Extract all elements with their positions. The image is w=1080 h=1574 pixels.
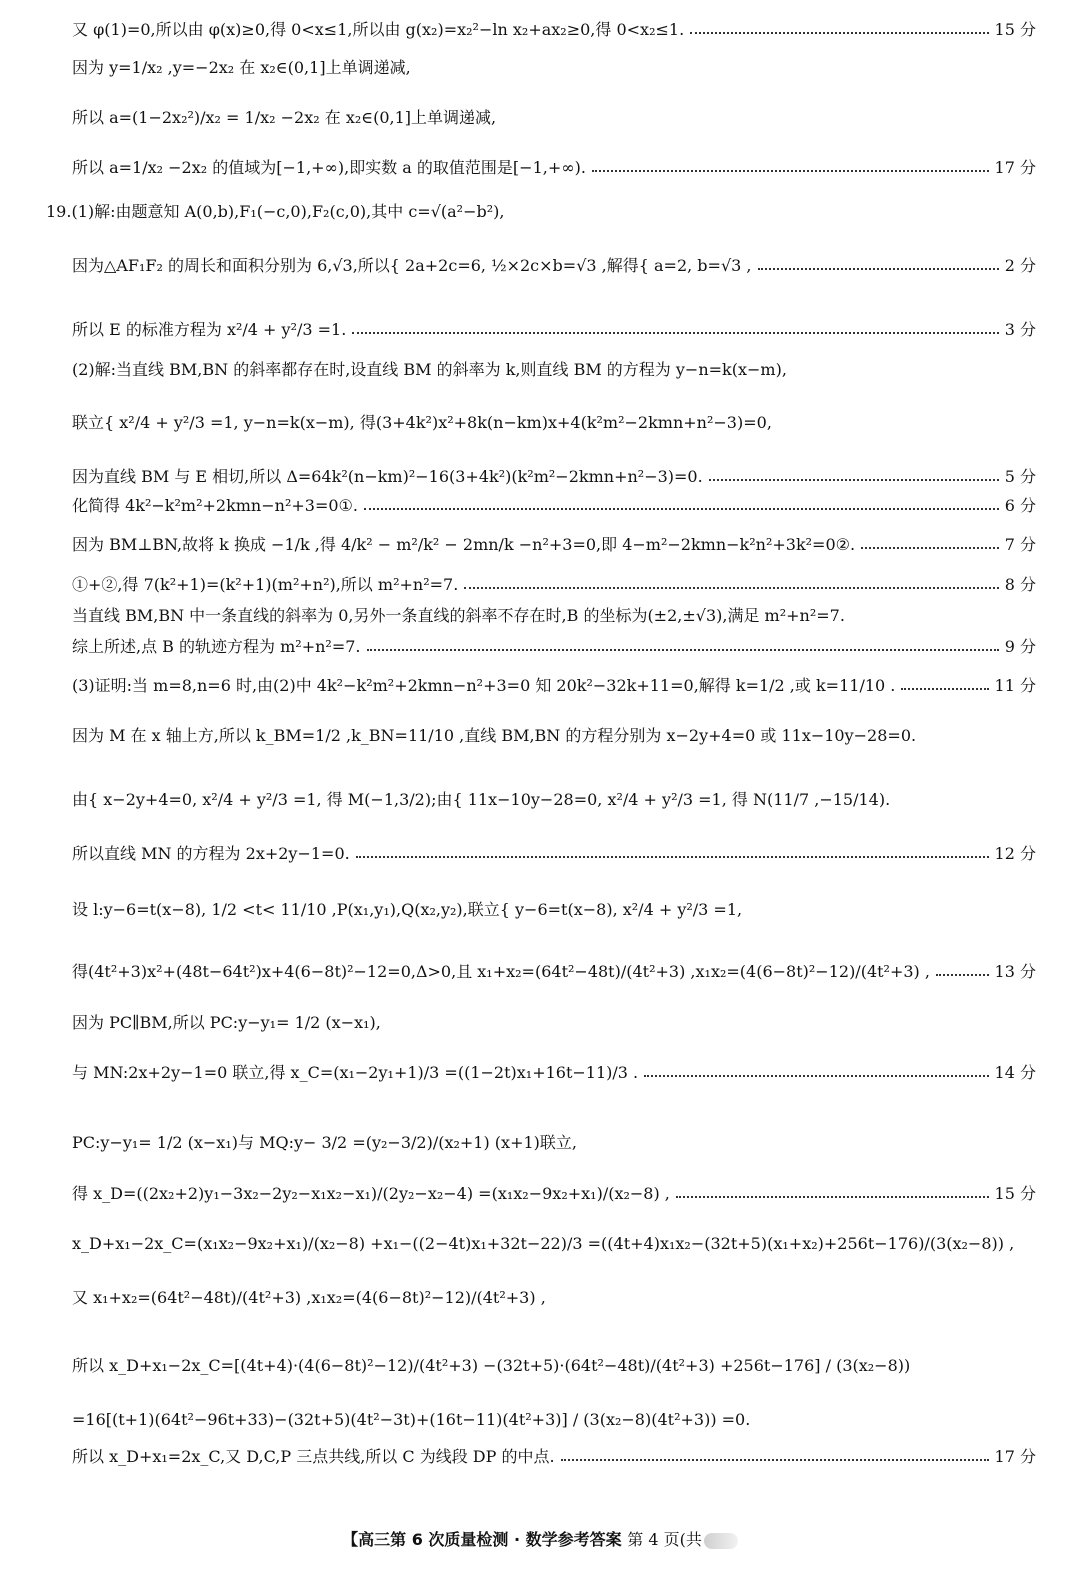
footer-title: 【高三第 6 次质量检测 · 数学参考答案 bbox=[342, 1530, 622, 1549]
solution-line bbox=[72, 676, 1036, 695]
score-mark: 3 分 bbox=[1004, 320, 1036, 339]
score-mark: 11 分 bbox=[994, 676, 1036, 695]
solution-text: 设 l:y−6=t(x−8), 1/2 <t< 11/10 ,P(x₁,y₁),Q(x₂,y₂),联立{ y−6=t(x−8), x²/4 + y²/3 =1, bbox=[72, 900, 743, 919]
dot-leader bbox=[690, 32, 988, 34]
solution-text: 因为△AF₁F₂ 的周长和面积分别为 6,√3,所以{ 2a+2c=6, ½×2c×b=√3 ,解得{ a=2, b=√3 , bbox=[72, 256, 752, 275]
solution-text: 因为 M 在 x 轴上方,所以 k_BM=1/2 ,k_BN=11/10 ,直线 BM,BN 的方程分别为 x−2y+4=0 或 11x−10y−28=0. bbox=[72, 726, 917, 745]
dot-leader bbox=[352, 332, 998, 334]
dot-leader bbox=[861, 547, 999, 549]
solution-text: 与 MN:2x+2y−1=0 联立,得 x_C=(x₁−2y₁+1)/3 =((1−2t)x₁+16t−11)/3 . bbox=[72, 1063, 639, 1082]
solution-line bbox=[72, 726, 1036, 745]
solution-text: (3)证明:当 m=8,n=6 时,由(2)中 4k²−k²m²+2kmn−n²+3=0 知 20k²−32k+11=0,解得 k=1/2 ,或 k=11/10 . bbox=[72, 676, 896, 695]
solution-line bbox=[72, 535, 1036, 554]
score-mark: 15 分 bbox=[994, 20, 1036, 39]
solution-text: 所以 x_D+x₁=2x_C,又 D,C,P 三点共线,所以 C 为线段 DP 的中点. bbox=[72, 1447, 555, 1466]
solution-text: 因为 BM⊥BN,故将 k 换成 −1/k ,得 4/k² − m²/k² − 2mn/k −n²+3=0,即 4−m²−2kmn−k²n²+3k²=0②. bbox=[72, 535, 856, 554]
solution-line bbox=[72, 1234, 1036, 1253]
solution-line bbox=[72, 575, 1036, 594]
score-mark: 17 分 bbox=[994, 1447, 1036, 1466]
solution-text: 所以直线 MN 的方程为 2x+2y−1=0. bbox=[72, 844, 350, 863]
solution-line bbox=[72, 1356, 1036, 1375]
dot-leader bbox=[367, 649, 999, 651]
solution-line bbox=[72, 360, 1036, 379]
solution-line bbox=[72, 1410, 1036, 1429]
dot-leader bbox=[936, 974, 989, 976]
dot-leader bbox=[356, 856, 989, 858]
solution-text: (2)解:当直线 BM,BN 的斜率都存在时,设直线 BM 的斜率为 k,则直线 BM 的方程为 y−n=k(x−m), bbox=[72, 360, 787, 379]
dot-leader bbox=[464, 587, 998, 589]
solution-text: =16[(t+1)(64t²−96t+33)−(32t+5)(4t²−3t)+(16t−11)(4t²+3)] / (3(x₂−8)(4t²+3)) =0. bbox=[72, 1410, 751, 1429]
solution-line bbox=[72, 1288, 1036, 1307]
solution-text: 因为直线 BM 与 E 相切,所以 Δ=64k²(n−km)²−16(3+4k²)(k²m²−2kmn+n²−3)=0. bbox=[72, 467, 703, 486]
solution-text: 因为 PC∥BM,所以 PC:y−y₁= 1/2 (x−x₁), bbox=[72, 1013, 381, 1032]
score-mark: 13 分 bbox=[994, 962, 1036, 981]
solution-text: PC:y−y₁= 1/2 (x−x₁)与 MQ:y− 3/2 =(y₂−3/2)/(x₂+1) (x+1)联立, bbox=[72, 1133, 577, 1152]
solution-text: ①+②,得 7(k²+1)=(k²+1)(m²+n²),所以 m²+n²=7. bbox=[72, 575, 459, 594]
page-footer bbox=[0, 1527, 1080, 1550]
solution-line bbox=[72, 1184, 1036, 1203]
dot-leader bbox=[709, 479, 999, 481]
blurred-region bbox=[704, 1533, 738, 1549]
solution-text: 所以 a=(1−2x₂²)/x₂ = 1/x₂ −2x₂ 在 x₂∈(0,1]上单调递减, bbox=[72, 108, 497, 127]
score-mark: 14 分 bbox=[994, 1063, 1036, 1082]
solution-text: 综上所述,点 B 的轨迹方程为 m²+n²=7. bbox=[72, 637, 361, 656]
solution-text: 所以 a=1/x₂ −2x₂ 的值域为[−1,+∞),即实数 a 的取值范围是[−1,+∞). bbox=[72, 158, 586, 177]
solution-text: 所以 E 的标准方程为 x²/4 + y²/3 =1. bbox=[72, 320, 347, 339]
solution-text: 得 x_D=((2x₂+2)y₁−3x₂−2y₂−x₁x₂−x₁)/(2y₂−x₂−4) =(x₁x₂−9x₂+x₁)/(x₂−8) , bbox=[72, 1184, 670, 1203]
solution-text: 得(4t²+3)x²+(48t−64t²)x+4(6−8t)²−12=0,Δ>0,且 x₁+x₂=(64t²−48t)/(4t²+3) ,x₁x₂=(4(6−8t)²−12)/(4t²+3) , bbox=[72, 962, 930, 981]
solution-text: 当直线 BM,BN 中一条直线的斜率为 0,另外一条直线的斜率不存在时,B 的坐标为(±2,±√3),满足 m²+n²=7. bbox=[72, 606, 845, 625]
solution-line bbox=[72, 606, 1036, 625]
dot-leader bbox=[592, 170, 989, 172]
dot-leader bbox=[561, 1459, 989, 1461]
score-mark: 15 分 bbox=[994, 1184, 1036, 1203]
solution-line bbox=[72, 58, 1036, 77]
solution-text: 因为 y=1/x₂ ,y=−2x₂ 在 x₂∈(0,1]上单调递减, bbox=[72, 58, 411, 77]
solution-text: 所以 x_D+x₁−2x_C=[(4t+4)·(4(6−8t)²−12)/(4t²+3) −(32t+5)·(64t²−48t)/(4t²+3) +256t−176] / (3(x₂−8)) bbox=[72, 1356, 911, 1375]
dot-leader bbox=[364, 508, 999, 510]
solution-line bbox=[72, 496, 1036, 515]
solution-text: 又 x₁+x₂=(64t²−48t)/(4t²+3) ,x₁x₂=(4(6−8t)²−12)/(4t²+3) , bbox=[72, 1288, 546, 1307]
score-mark: 6 分 bbox=[1004, 496, 1036, 515]
solution-line bbox=[72, 1447, 1036, 1466]
dot-leader bbox=[758, 268, 999, 270]
solution-line bbox=[72, 413, 1036, 432]
score-mark: 8 分 bbox=[1004, 575, 1036, 594]
solution-line bbox=[72, 320, 1036, 339]
solution-line bbox=[72, 108, 1036, 127]
solution-line bbox=[72, 467, 1036, 486]
solution-text: 联立{ x²/4 + y²/3 =1, y−n=k(x−m), 得(3+4k²)x²+8k(n−km)x+4(k²m²−2kmn+n²−3)=0, bbox=[72, 413, 772, 432]
solution-text: 由{ x−2y+4=0, x²/4 + y²/3 =1, 得 M(−1,3/2);由{ 11x−10y−28=0, x²/4 + y²/3 =1, 得 N(11/7 ,−15/14). bbox=[72, 790, 891, 809]
solution-line bbox=[72, 20, 1036, 39]
score-mark: 17 分 bbox=[994, 158, 1036, 177]
solution-line bbox=[72, 900, 1036, 919]
solution-line bbox=[72, 1063, 1036, 1082]
solution-line bbox=[72, 962, 1036, 981]
score-mark: 12 分 bbox=[994, 844, 1036, 863]
solution-line bbox=[72, 256, 1036, 275]
solution-line bbox=[72, 1133, 1036, 1152]
score-mark: 9 分 bbox=[1004, 637, 1036, 656]
solution-text: 化简得 4k²−k²m²+2kmn−n²+3=0①. bbox=[72, 496, 358, 515]
solution-line bbox=[72, 1013, 1036, 1032]
score-mark: 5 分 bbox=[1004, 467, 1036, 486]
solution-text: x_D+x₁−2x_C=(x₁x₂−9x₂+x₁)/(x₂−8) +x₁−((2−4t)x₁+32t−22)/3 =((4t+4)x₁x₂−(32t+5)(x₁+x₂)+256t−176)/(3(x₂−8)) , bbox=[72, 1234, 1015, 1253]
solution-line bbox=[72, 844, 1036, 863]
score-mark: 2 分 bbox=[1004, 256, 1036, 275]
solution-text: 又 φ(1)=0,所以由 φ(x)≥0,得 0<x≤1,所以由 g(x₂)=x₂²−ln x₂+ax₂≥0,得 0<x₂≤1. bbox=[72, 20, 685, 39]
solution-line bbox=[46, 202, 1036, 221]
score-mark: 7 分 bbox=[1004, 535, 1036, 554]
solution-line bbox=[72, 790, 1036, 809]
dot-leader bbox=[901, 688, 988, 690]
footer-page-number: 第 4 页(共 bbox=[627, 1530, 702, 1549]
solution-text: 19.(1)解:由题意知 A(0,b),F₁(−c,0),F₂(c,0),其中 c=√(a²−b²), bbox=[46, 202, 505, 221]
dot-leader bbox=[644, 1075, 988, 1077]
solution-line bbox=[72, 637, 1036, 656]
dot-leader bbox=[676, 1196, 989, 1198]
solution-line bbox=[72, 158, 1036, 177]
